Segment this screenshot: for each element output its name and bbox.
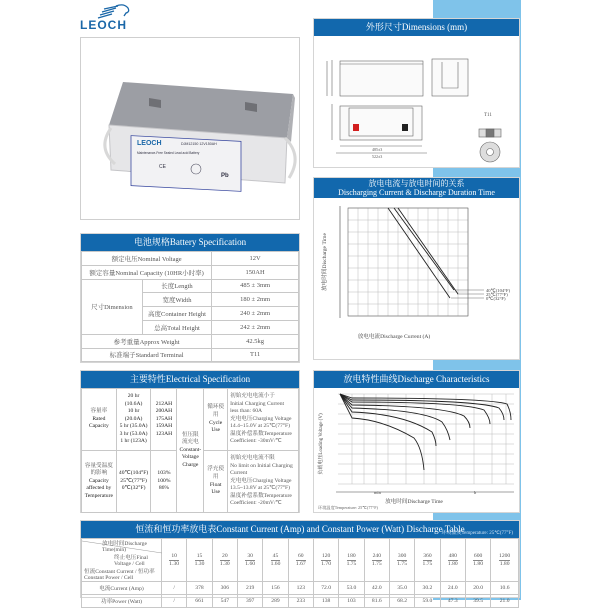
discharge-characteristics-panel [313,370,520,513]
final-voltage: 1.30 [194,560,205,567]
table-cell [228,451,299,513]
table-cell [177,389,204,513]
table-cell: 20.0 [465,582,490,595]
discharge-time: 240 [372,552,381,559]
corner-top: 放电时间Discharge Time(min) [102,541,147,553]
table-cell: 547 [212,595,237,608]
table-header-row [82,539,519,582]
float-label-en: Float Use [209,481,222,496]
table-cell [465,539,490,582]
svg-text:CE: CE [159,164,166,170]
battery-photo [80,37,300,220]
table-cell [313,539,338,582]
svg-text:40℃(104°F): 40℃(104°F) [486,288,511,293]
current-row [82,582,519,595]
spec-value: 12V [212,252,299,266]
cycle-text: 温度补偿系数Temperature [230,430,292,437]
cycle-text: Coefficient: -30mV/℃ [230,438,282,445]
table-row [82,252,299,266]
final-voltage: 1.60 [245,560,256,567]
percentage: 100% [157,477,171,484]
temp-effect-label-en: Capacity affected by Temperature [84,477,113,499]
float-text: Current [230,470,248,477]
percentage: 86% [158,485,170,492]
table-row [82,334,299,348]
table-cell: 30.2 [415,582,440,595]
float-text: Coefficient: -20mV/℃ [230,500,282,507]
discharge-time: 15 [195,553,205,561]
table-cell [440,539,465,582]
table-cell: 68.2 [389,595,414,608]
table-cell [82,451,117,513]
table-cell: 39.5 [465,595,490,608]
table-cell [415,539,440,582]
svg-text:522±3: 522±3 [372,154,383,159]
duration-chart-panel [313,177,520,360]
row-label: 电流Current (Amp) [82,582,162,595]
final-voltage: 1.67 [295,560,306,567]
electrical-spec-title: 主要特性Electrical Specification [81,371,299,388]
spec-label: 总高Total Height [142,320,211,334]
corner-mid: 终止电压Final Voltage / Cell [114,555,148,567]
table-row [82,265,299,279]
table-cell: 397 [237,595,262,608]
table-cell: 219 [237,582,262,595]
table-cell [389,539,414,582]
capacity: 200AH [155,408,173,415]
temperature: 40℃(104°F) [118,470,149,477]
svg-text:h: h [474,490,477,495]
discharge-time: 180 [347,552,356,559]
discharge-time: 1200 [499,552,511,559]
svg-text:放电时间Discharge Time: 放电时间Discharge Time [385,499,443,505]
spec-label: 额定容量Nominal Capacity (10HR小时率) [82,265,212,279]
temperature: 25℃(77°F) [120,477,147,484]
float-text: 13.5~13.8V at 25℃(77°F) [230,485,291,492]
row-label: 功率Power (Watt) [82,595,162,608]
rate: 1 hr (123A) [120,438,147,445]
svg-text:负载电压Loading Voltage (V): 负载电压Loading Voltage (V) [319,413,324,475]
table-cell: 306 [212,582,237,595]
svg-text:环境温度Temperature: 25℃(77°F): 环境温度Temperature: 25℃(77°F) [318,505,378,510]
spec-label: 宽度Width [142,293,211,307]
svg-text:LEOCH: LEOCH [137,140,162,147]
capacity: 123AH [155,430,173,437]
cycle-text: less than: 60A [230,408,263,415]
table-cell: 42.0 [364,582,389,595]
table-cell: 661 [187,595,212,608]
duration-chart [314,198,519,358]
discharge-time: 30 [245,553,255,561]
discharge-characteristics-chart [314,388,519,512]
float-text: 温度补偿系数Temperature [230,492,292,499]
table-cell [237,539,262,582]
table-cell: 35.0 [389,582,414,595]
cv-charge-label-en: Constant-Voltage Charge [179,446,202,468]
table-cell [162,539,187,582]
brand-name: LEOCH [80,18,127,32]
table-cell: 21.0 [491,595,519,608]
spec-value: 242 ± 2mm [212,320,299,334]
duration-title-en: Discharging Current & Discharge Duration Time [338,188,495,197]
table-cell [339,539,364,582]
table-cell: 24.0 [440,582,465,595]
spec-value: 180 ± 2mm [212,293,299,307]
table-cell: 138 [313,595,338,608]
rated-capacity-label-cn: 容量率 [90,408,108,415]
spec-label: 长度Length [142,279,211,293]
final-voltage: 1.75 [397,560,408,567]
svg-text:485±3: 485±3 [372,147,383,152]
svg-text:Pb: Pb [221,173,229,179]
power-row [82,595,519,608]
table-cell: 10.6 [491,582,519,595]
svg-text:放电时间Discharge Time: 放电时间Discharge Time [322,233,328,291]
spec-label: 高度Container Height [142,307,211,321]
table-row [82,279,299,293]
battery-spec-table [81,251,299,362]
table-cell: 72.0 [313,582,338,595]
spec-value: 42.5kg [212,334,299,348]
cycle-text: 初始充电电流小于 [230,392,275,399]
table-cell: 81.6 [364,595,389,608]
discharge-table-title: 恒流和恒功率放电表Constant Current (Amp) and Constant Power (Watt) Discharge Table [135,524,465,534]
final-voltage: 1.75 [371,560,382,567]
svg-text:0℃(32°F): 0℃(32°F) [486,296,506,301]
cycle-text: 14.4~15.0V at 25℃(77°F) [230,423,291,430]
table-cell [228,389,299,451]
capacity: 212AH [155,400,173,407]
final-voltage: 1.80 [447,560,458,567]
dimensions-panel [313,18,520,168]
svg-text:25℃(77°F): 25℃(77°F) [486,292,508,297]
table-cell [151,389,177,451]
final-voltage: 1.30 [219,560,230,567]
discharge-table [81,538,519,608]
final-voltage: 1.80 [499,560,510,567]
battery-spec-title: 电池规格Battery Specification [81,234,299,251]
discharge-characteristics-title: 放电特性曲线Discharge Characteristics [314,371,519,388]
spec-value: 485 ± 3mm [212,279,299,293]
table-cell [263,539,288,582]
table-cell [491,539,519,582]
table-cell: 53.0 [339,582,364,595]
rate: 5 hr (35.0A) [119,423,148,430]
table-row [82,348,299,362]
float-text: No limit on Initial Charging [230,462,293,469]
svg-text:DJM12150 12V150AH: DJM12150 12V150AH [181,142,217,146]
cycle-label-cn: 循环使用 [207,404,225,418]
discharge-time: 360 [423,552,432,559]
cycle-label-en: Cycle Use [209,419,223,434]
battery-spec-panel [80,233,300,363]
table-cell [204,451,228,513]
table-cell: 289 [263,595,288,608]
table-row [82,389,299,451]
discharge-table-panel [80,520,520,605]
final-voltage: 1.75 [422,560,433,567]
leoch-logo [80,4,140,34]
table-cell: / [162,582,187,595]
spec-label: 标准端子Standard Terminal [82,348,212,362]
spec-value: 150AH [212,265,299,279]
table-cell [288,539,313,582]
capacity: 175AH [155,415,173,422]
discharge-time: 480 [448,552,457,559]
table-cell [151,451,177,513]
table-cell: 103 [339,595,364,608]
corner-bottom: 恒流Constant Current / 恒功率Constant Power / Cell [84,569,155,581]
table-cell: 123 [288,582,313,595]
table-cell [116,451,151,513]
spec-label: 额定电压Nominal Voltage [82,252,212,266]
table-cell [212,539,237,582]
discharge-table-temp-note: 环境温度Temperature: 25℃(77°F) [441,531,513,536]
svg-text:放电电流Discharge Current (A): 放电电流Discharge Current (A) [357,334,431,340]
discharge-time: 60 [296,553,306,561]
svg-text:T11: T11 [484,113,492,118]
percentage: 103% [157,470,171,477]
table-cell [82,539,162,582]
float-text: 充电电压Charging Voltage [230,477,292,484]
discharge-time: 45 [271,553,281,561]
table-cell [187,539,212,582]
table-cell [116,389,151,451]
cv-charge-label-cn: 恒压限流充电 [181,431,199,446]
rated-capacity-label-en: Rated Capacity [88,415,109,430]
discharge-time: 20 [220,553,230,561]
cycle-text: Initial Charging Current [230,400,285,407]
float-label-cn: 浮充使用 [207,466,225,480]
table-cell [364,539,389,582]
table-cell [82,389,117,451]
dimension-group-label: 尺寸Dimension [82,279,143,334]
rate: 3 hr (53.0A) [119,430,148,437]
dimension-drawing [314,36,519,167]
final-voltage: 1.80 [473,560,483,567]
temp-effect-label-cn: 容量受温度的影响 [84,462,113,477]
electrical-spec-panel [80,370,300,513]
electrical-spec-table [81,388,299,513]
dimensions-title: 外形尺寸Dimensions (mm) [314,19,519,36]
temperature: 0℃(32°F) [121,485,146,492]
table-cell: 378 [187,582,212,595]
final-voltage: 1.30 [169,560,180,567]
table-cell: 233 [288,595,313,608]
table-cell: / [162,595,187,608]
final-voltage: 1.75 [346,560,357,567]
spec-value: T11 [212,348,299,362]
spec-value: 240 ± 2mm [212,307,299,321]
final-voltage: 1.60 [270,560,281,567]
table-cell: 156 [263,582,288,595]
rate: 20 hr (10.6A) [124,392,143,407]
table-cell: 59.0 [415,595,440,608]
svg-text:Maintenance-Free Sealed Lead a: Maintenance-Free Sealed Lead acid Battery [137,151,200,155]
discharge-time: 10 [169,553,179,561]
duration-title-cn: 放电电流与放电时间的关系 [368,179,465,188]
discharge-time: 600 [473,552,483,559]
float-text: 初始充电电流不限 [230,454,275,461]
battery-image [81,38,299,219]
table-cell [204,389,228,451]
rate: 10 hr (20.0A) [124,408,143,422]
capacity: 159AH [155,423,173,430]
final-voltage: 1.70 [321,560,332,567]
spec-label: 参考重量Approx Weight [82,334,212,348]
discharge-time: 120 [321,552,331,559]
cycle-text: 充电电压Charging Voltage [230,415,292,422]
discharge-time: 300 [397,552,407,559]
table-cell: 47.3 [440,595,465,608]
svg-text:min: min [374,490,381,495]
